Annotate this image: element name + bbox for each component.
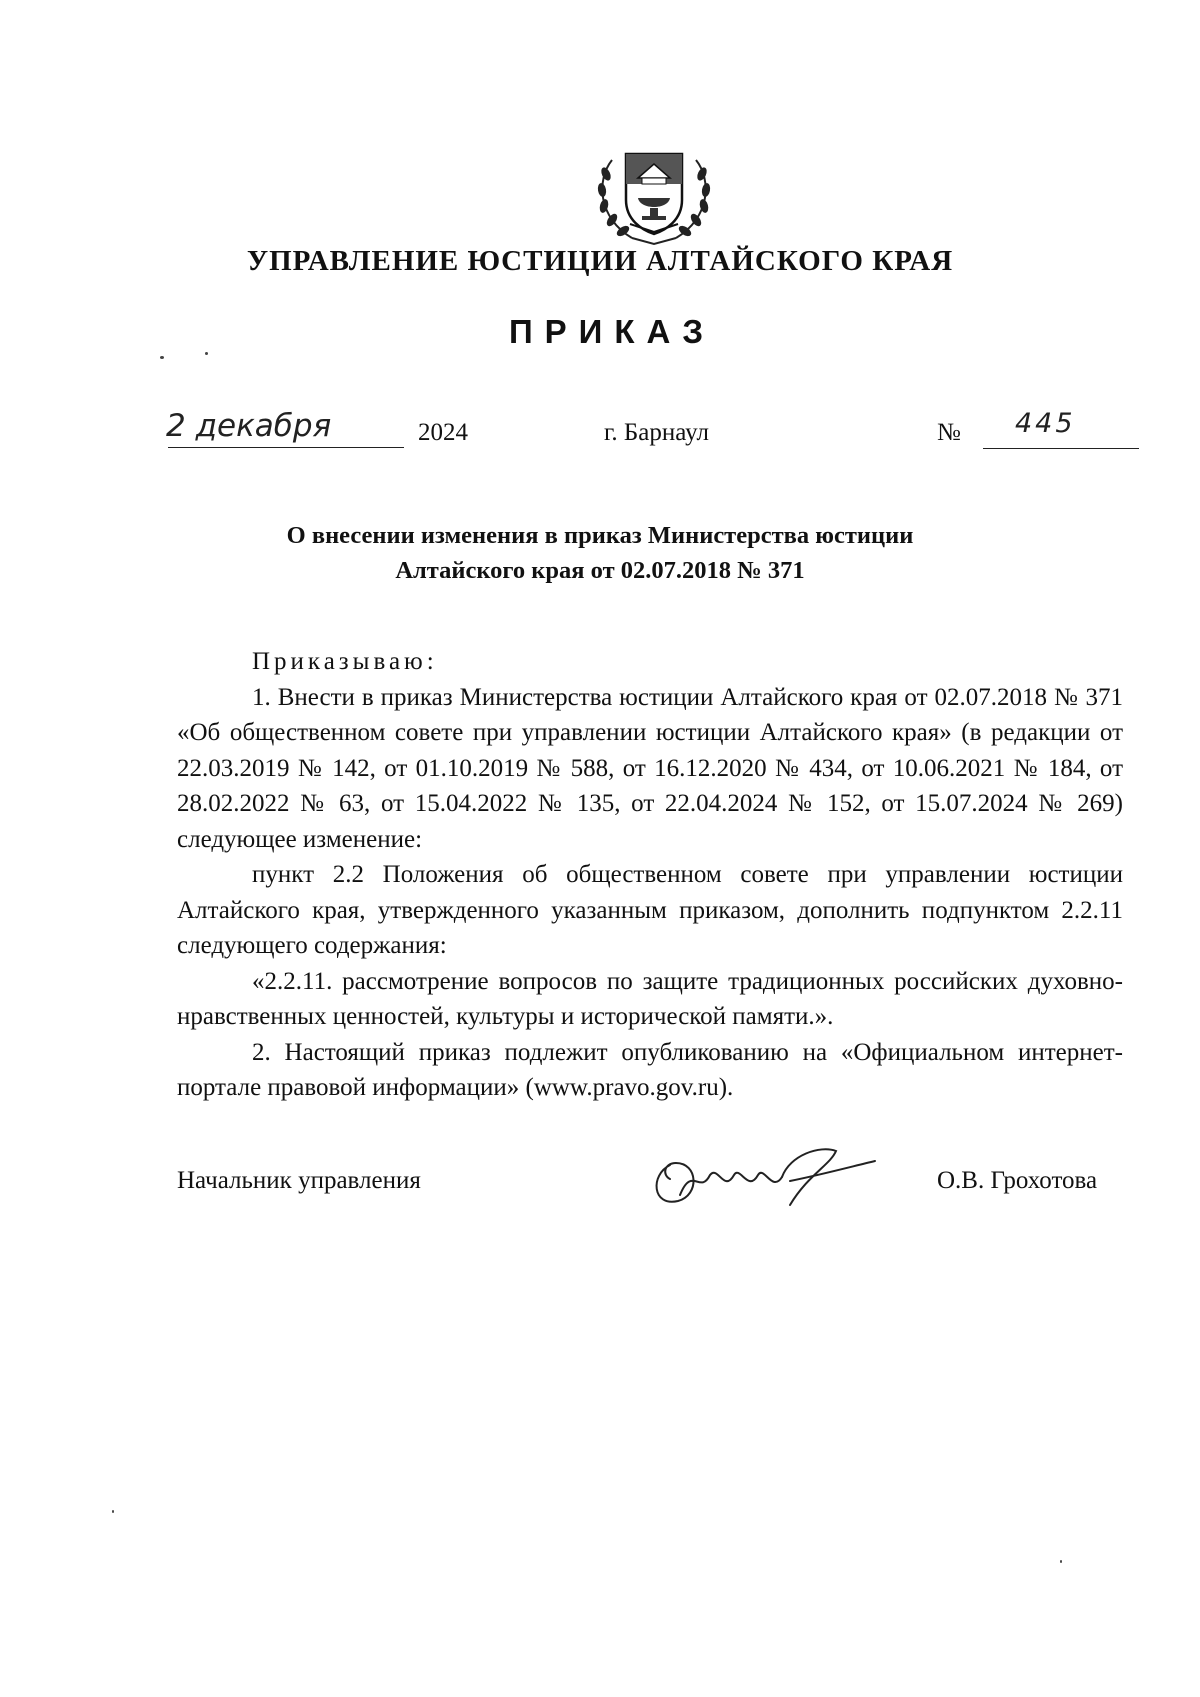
document-year: 2024 bbox=[418, 419, 468, 446]
body-paragraph-3: «2.2.11. рассмотрение вопросов по защите традиционных российских духовно-нравственных ценностей, культуры и исторической памяти.». bbox=[177, 967, 1123, 1030]
signer-name: О.В. Грохотова bbox=[937, 1167, 1098, 1194]
date-underline bbox=[168, 447, 404, 448]
number-sign: № bbox=[937, 419, 961, 446]
handwritten-document-number: 445 bbox=[1015, 408, 1076, 439]
order-word: Приказываю: bbox=[252, 648, 438, 675]
subject-line-2: Алтайского края от 02.07.2018 № 371 bbox=[395, 557, 805, 584]
document-subject bbox=[0, 518, 1200, 588]
scan-speck bbox=[205, 352, 208, 355]
scan-speck bbox=[1060, 1560, 1062, 1563]
organization-title: УПРАВЛЕНИЕ ЮСТИЦИИ АЛТАЙСКОГО КРАЯ bbox=[246, 245, 954, 277]
scan-speck bbox=[112, 1510, 114, 1513]
subject-line-1: О внесении изменения в приказ Министерства юстиции bbox=[286, 522, 914, 549]
body-paragraph-2: пункт 2.2 Положения об общественном совете при управлении юстиции Алтайского края, утвержденного указанным приказом, дополнить подпунктом 2.2.11 следующего содержания: bbox=[177, 861, 1123, 959]
coat-of-arms-emblem bbox=[592, 140, 716, 250]
document-body bbox=[177, 644, 1123, 1106]
document-type-title: ПРИКАЗ bbox=[508, 313, 716, 350]
number-underline bbox=[983, 448, 1139, 449]
body-paragraph-1: 1. Внести в приказ Министерства юстиции Алтайского края от 02.07.2018 № 371 «Об общественном совете при управлении юстиции Алтайского края» (в редакции от 22.03.2019 № 142, от 01.10.2019 № 588, от 16.12.2020 № 434, от 10.06.2021 № 184, от 28.02.2022 № 63, от 15.04.2022 № 135, от 22.04.2024 № 152, от 15.07.2024 № 269) следующее изменение: bbox=[177, 683, 1123, 853]
handwritten-signature bbox=[640, 1135, 880, 1215]
document-city: г. Барнаул bbox=[604, 419, 709, 446]
scan-speck bbox=[160, 356, 164, 359]
signer-position: Начальник управления bbox=[177, 1167, 421, 1194]
body-paragraph-4: 2. Настоящий приказ подлежит опубликованию на «Официальном интернет-портале правовой информации» (www.pravo.gov.ru). bbox=[177, 1038, 1123, 1101]
handwritten-date: 2 декабря bbox=[166, 408, 332, 444]
